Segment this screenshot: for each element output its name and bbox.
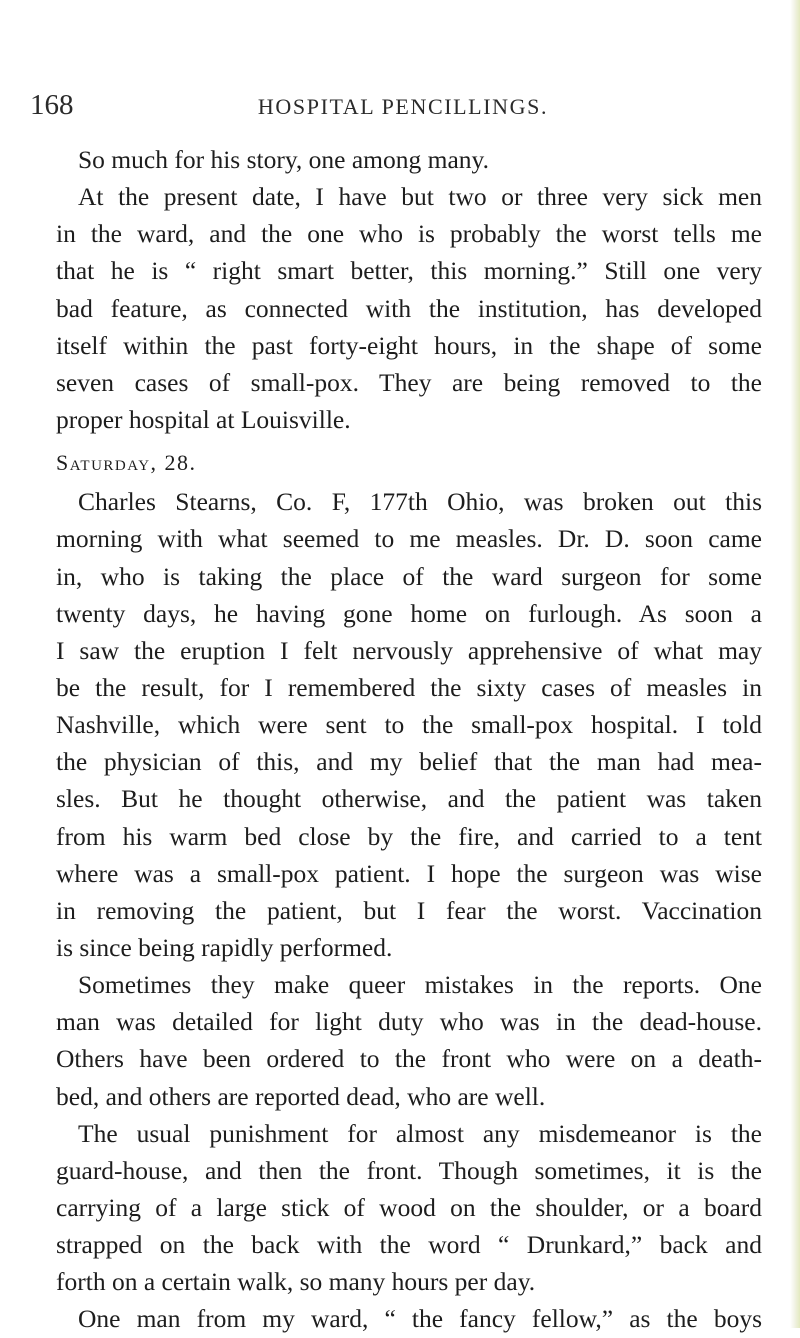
text-line: bed, and others are reported dead, who are well. bbox=[56, 1081, 546, 1111]
running-title: HOSPITAL PENCILLINGS. bbox=[257, 94, 549, 119]
text-line: Others have been ordered to the front who were on a death- bbox=[56, 1044, 762, 1074]
text-line: bad feature, as connected with the institution, has developed bbox=[56, 293, 762, 323]
text-line: strapped on the back with the word “ Drunkard,” back and bbox=[56, 1230, 762, 1260]
text-line: man was detailed for light duty who was in the dead-house. bbox=[56, 1007, 762, 1037]
text-line: So much for his story, one among many. bbox=[78, 145, 490, 174]
text-line: Sometimes they make queer mistakes in the reports. One bbox=[78, 970, 762, 1000]
text-line: sles. But he thought otherwise, and the patient was taken bbox=[56, 784, 762, 814]
text-line: Charles Stearns, Co. F, 177th Ohio, was broken out this bbox=[78, 487, 762, 517]
text-line: that he is “ right smart better, this morning.” Still one very bbox=[56, 256, 762, 286]
text-line: is since being rapidly performed. bbox=[56, 932, 393, 962]
text-line: in the ward, and the one who is probably the worst tells me bbox=[56, 219, 762, 249]
body-text bbox=[56, 141, 762, 1338]
text-line: Nashville, which were sent to the small-pox hospital. I told bbox=[56, 710, 762, 740]
text-line: At the present date, I have but two or three very sick men bbox=[78, 182, 762, 212]
text-line: One man from my ward, “ the fancy fellow,” as the boys bbox=[78, 1304, 762, 1334]
page-edge bbox=[790, 0, 800, 1328]
text-line: twenty days, he having gone home on furlough. As soon a bbox=[56, 598, 762, 628]
text-line: The usual punishment for almost any misdemeanor is the bbox=[78, 1118, 762, 1148]
text-line: where was a small-pox patient. I hope the surgeon was wise bbox=[56, 858, 762, 888]
section-heading: Saturday, 28. bbox=[56, 450, 197, 476]
page-number: 168 bbox=[30, 89, 74, 121]
text-line: carrying of a large stick of wood on the shoulder, or a board bbox=[56, 1192, 762, 1222]
text-line: proper hospital at Louisville. bbox=[56, 404, 351, 434]
text-line: in removing the patient, but I fear the worst. Vaccination bbox=[56, 895, 762, 925]
page-header bbox=[30, 90, 776, 130]
text-line: the physician of this, and my belief that the man had mea- bbox=[56, 747, 762, 777]
text-line: from his warm bed close by the fire, and carried to a tent bbox=[56, 821, 762, 851]
text-line: in, who is taking the place of the ward surgeon for some bbox=[56, 561, 762, 591]
text-line: forth on a certain walk, so many hours per day. bbox=[56, 1267, 536, 1297]
text-line: I saw the eruption I felt nervously apprehensive of what may bbox=[56, 635, 762, 665]
text-line: be the result, for I remembered the sixty cases of measles in bbox=[56, 672, 762, 702]
text-line: morning with what seemed to me measles. Dr. D. soon came bbox=[56, 524, 762, 554]
text-line: guard-house, and then the front. Though sometimes, it is the bbox=[56, 1155, 762, 1185]
text-line: itself within the past forty-eight hours, in the shape of some bbox=[56, 330, 762, 360]
text-line: seven cases of small-pox. They are being removed to the bbox=[56, 367, 762, 397]
